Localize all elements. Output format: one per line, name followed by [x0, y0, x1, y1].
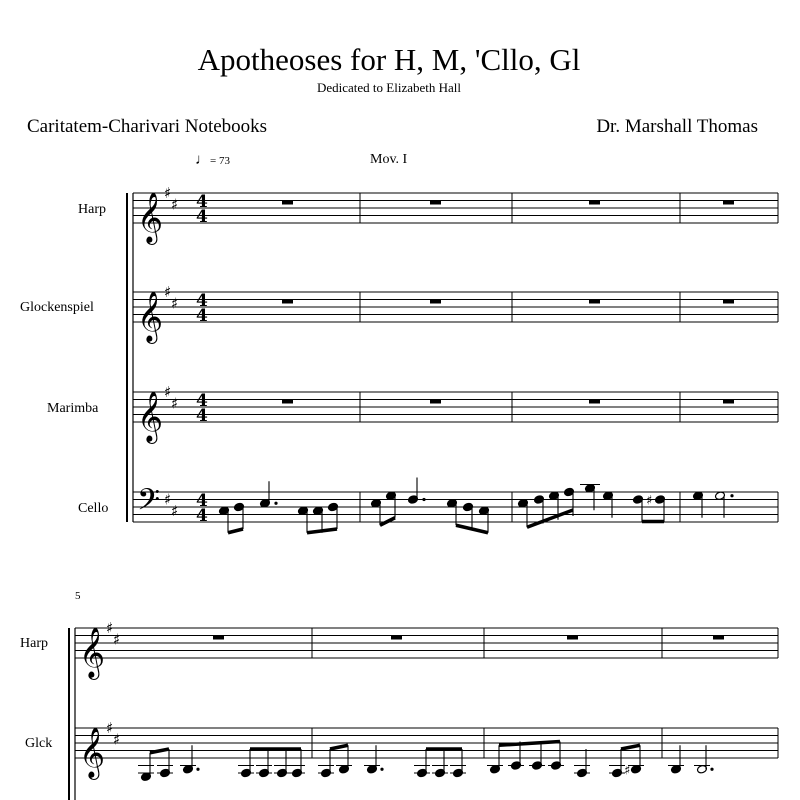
sharp-icon: ♯ [171, 195, 179, 214]
augmentation-dot [730, 494, 733, 497]
time-signature-bottom: 4 [196, 207, 208, 227]
sharp-icon: ♯ [164, 490, 172, 509]
bass-clef-icon: 𝄢 [137, 483, 161, 525]
sharp-icon: ♯ [164, 383, 172, 401]
time-signature-bottom: 4 [196, 506, 208, 526]
sharp-icon: ♯ [171, 294, 179, 313]
note-beam [499, 742, 560, 746]
score-subtitle: Dedicated to Elizabeth Hall [316, 80, 462, 95]
composer-credit: Dr. Marshall Thomas [596, 116, 758, 137]
note-beam [527, 510, 573, 527]
instrument-label-harp-2: Harp [20, 636, 48, 651]
augmentation-dot [422, 498, 425, 501]
sharp-icon: ♯ [113, 630, 121, 649]
sharp-icon: ♯ [106, 719, 114, 737]
whole-rest [430, 400, 441, 404]
whole-rest [430, 201, 441, 205]
time-signature-top: 4 [196, 192, 208, 212]
instrument-label-harp: Harp [78, 202, 106, 217]
instrument-label-cello: Cello [78, 501, 109, 516]
note-beam [150, 749, 169, 753]
whole-rest [589, 400, 600, 404]
augmentation-dot [196, 768, 199, 771]
whole-rest [723, 300, 734, 304]
augmentation-dot [710, 768, 713, 771]
tempo-value: = 73 [210, 155, 230, 167]
whole-rest [723, 400, 734, 404]
whole-rest [282, 201, 293, 205]
sharp-icon: ♯ [164, 184, 172, 202]
whole-rest [213, 636, 224, 640]
whole-rest [391, 636, 402, 640]
sharp-icon: ♯ [171, 394, 179, 413]
note-beam [330, 745, 348, 749]
time-signature-top: 4 [196, 291, 208, 311]
time-signature-top: 4 [196, 491, 208, 511]
note-beam [621, 745, 640, 749]
sharp-accidental-icon: ♯ [646, 493, 653, 509]
augmentation-dot [380, 768, 383, 771]
sharp-icon: ♯ [164, 283, 172, 301]
instrument-label-marimba: Marimba [47, 401, 99, 416]
treble-clef-icon: 𝄞 [79, 627, 106, 678]
sharp-accidental-icon: ♯ [624, 763, 631, 779]
treble-clef-icon: 𝄞 [137, 391, 164, 442]
treble-clef-icon: 𝄞 [137, 291, 164, 342]
whole-rest [589, 201, 600, 205]
whole-rest [723, 201, 734, 205]
note-beam [307, 529, 337, 533]
treble-clef-icon: 𝄞 [79, 727, 106, 778]
sharp-icon: ♯ [106, 619, 114, 637]
augmentation-dot [274, 502, 277, 505]
whole-rest [567, 636, 578, 640]
whole-rest [282, 400, 293, 404]
sharp-icon: ♯ [113, 730, 121, 749]
sharp-icon: ♯ [171, 501, 179, 520]
quarter-note-icon: ♩ [195, 152, 210, 168]
time-signature-top: 4 [196, 391, 208, 411]
lyricist-credit: Caritatem-Charivari Notebooks [27, 116, 268, 137]
movement-label: Mov. I [370, 152, 408, 167]
whole-rest [430, 300, 441, 304]
treble-clef-icon: 𝄞 [137, 192, 164, 243]
whole-rest [282, 300, 293, 304]
note-beam [228, 529, 243, 533]
time-signature-bottom: 4 [196, 306, 208, 326]
score-title: Apotheoses for H, M, 'Cllo, Gl [197, 42, 581, 77]
instrument-label-glockenspiel: Glockenspiel [20, 300, 94, 315]
whole-rest [713, 636, 724, 640]
measure-number: 5 [75, 590, 81, 602]
time-signature-bottom: 4 [196, 406, 208, 426]
instrument-label-glck: Glck [25, 736, 53, 751]
whole-rest [589, 300, 600, 304]
